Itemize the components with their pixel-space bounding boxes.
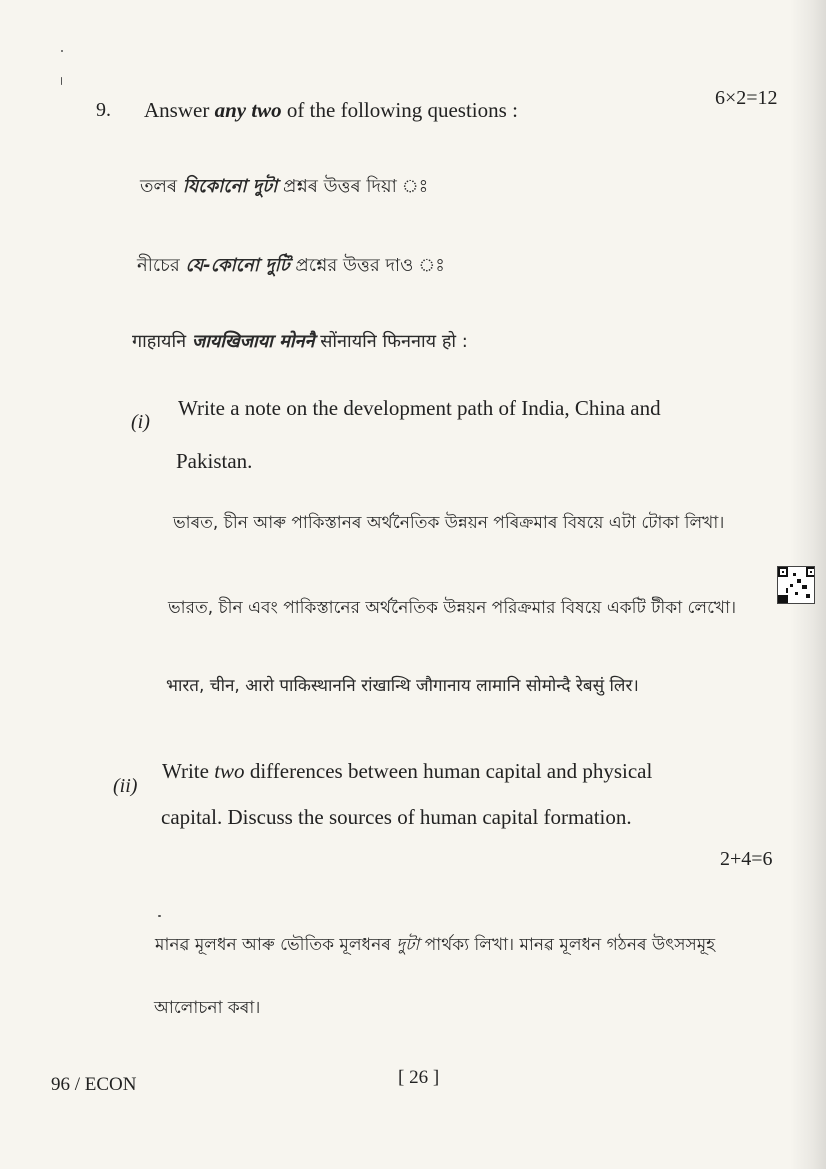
bengali-instruction-emphasis: যে-কোনো দুটি <box>185 255 290 276</box>
footer-page-number: [ 26 ] <box>398 1067 440 1088</box>
assamese-instruction-emphasis: যিকোনো দুটা <box>182 176 278 197</box>
subquestion-i-assamese: ভাৰত, চীন আৰু পাকিস্তানৰ অৰ্থনৈতিক উন্নয়ন পৰিক্ৰমাৰ বিষয়ে এটা টোকা লিখা। <box>173 513 725 533</box>
bodo-instruction-emphasis: जायखिजाया मोननै <box>191 331 315 352</box>
subquestion-i-bengali: ভারত, চীন এবং পাকিস্তানের অর্থনৈতিক উন্নয়ন পরিক্রমার বিষয়ে একটি টীকা লেখো। <box>168 598 737 618</box>
bodo-instruction-prefix: गाहायनि <box>132 331 192 352</box>
subquestion-i-english-line2: Pakistan. <box>176 449 253 473</box>
assamese-instruction-prefix: তলৰ <box>140 176 183 197</box>
subquestion-ii-assamese-line1-emphasis: দুটা <box>396 935 420 955</box>
question-marks: 6×2=12 <box>715 87 778 109</box>
question-prompt-emphasis: any two <box>214 98 282 122</box>
qr-code <box>777 566 815 604</box>
subquestion-ii-label: (ii) <box>113 775 138 797</box>
margin-dot <box>61 77 62 85</box>
subquestion-i-bodo: भारत, चीन, आरो पाकिस्थाननि रांखान्थि जौगानाय लामानि सोमोन्दै रेबसुं लिर। <box>166 676 639 696</box>
subquestion-ii-english-line1 <box>162 761 652 782</box>
bengali-instruction-suffix: প্রশ্নের উত্তর দাও ঃ <box>289 255 445 276</box>
subquestion-ii-english-line1-before: Write <box>162 759 215 783</box>
subquestion-ii-english-line1-emphasis: two <box>214 759 245 783</box>
bengali-instruction <box>137 257 445 275</box>
subquestion-ii-assamese-line1 <box>155 937 715 954</box>
subquestion-ii-english-line1-after: differences between human capital and physical <box>244 759 653 783</box>
margin-dot <box>61 50 63 52</box>
question-prompt <box>144 100 518 121</box>
bodo-instruction <box>132 333 468 351</box>
bengali-instruction-prefix: নীচের <box>137 255 186 276</box>
margin-dot <box>158 915 161 917</box>
assamese-instruction-suffix: প্ৰশ্নৰ উত্তৰ দিয়া ঃ <box>277 176 429 197</box>
question-prompt-before: Answer <box>144 98 215 122</box>
subquestion-i-label: (i) <box>131 411 150 433</box>
subquestion-ii-english-line2: capital. Discuss the sources of human capital formation. <box>161 805 632 829</box>
subquestion-ii-assamese-line2: আলোচনা কৰা। <box>154 998 261 1018</box>
subquestion-ii-assamese-line1-before: মানৱ মূলধন আৰু ভৌতিক মূলধনৰ <box>155 935 397 955</box>
subquestion-ii-marks: 2+4=6 <box>720 848 773 870</box>
footer-code: 96 / ECON <box>51 1074 137 1095</box>
question-number: 9. <box>96 99 111 121</box>
subquestion-i-english-line1: Write a note on the development path of India, China and <box>178 396 661 420</box>
subquestion-ii-assamese-line1-after: পাৰ্থক্য লিখা। মানৱ মূলধন গঠনৰ উৎসসমূহ <box>419 935 716 955</box>
bodo-instruction-suffix: सोंनायनि फिननाय हो : <box>314 331 468 352</box>
assamese-instruction <box>140 178 428 196</box>
question-prompt-after: of the following questions : <box>281 98 518 122</box>
